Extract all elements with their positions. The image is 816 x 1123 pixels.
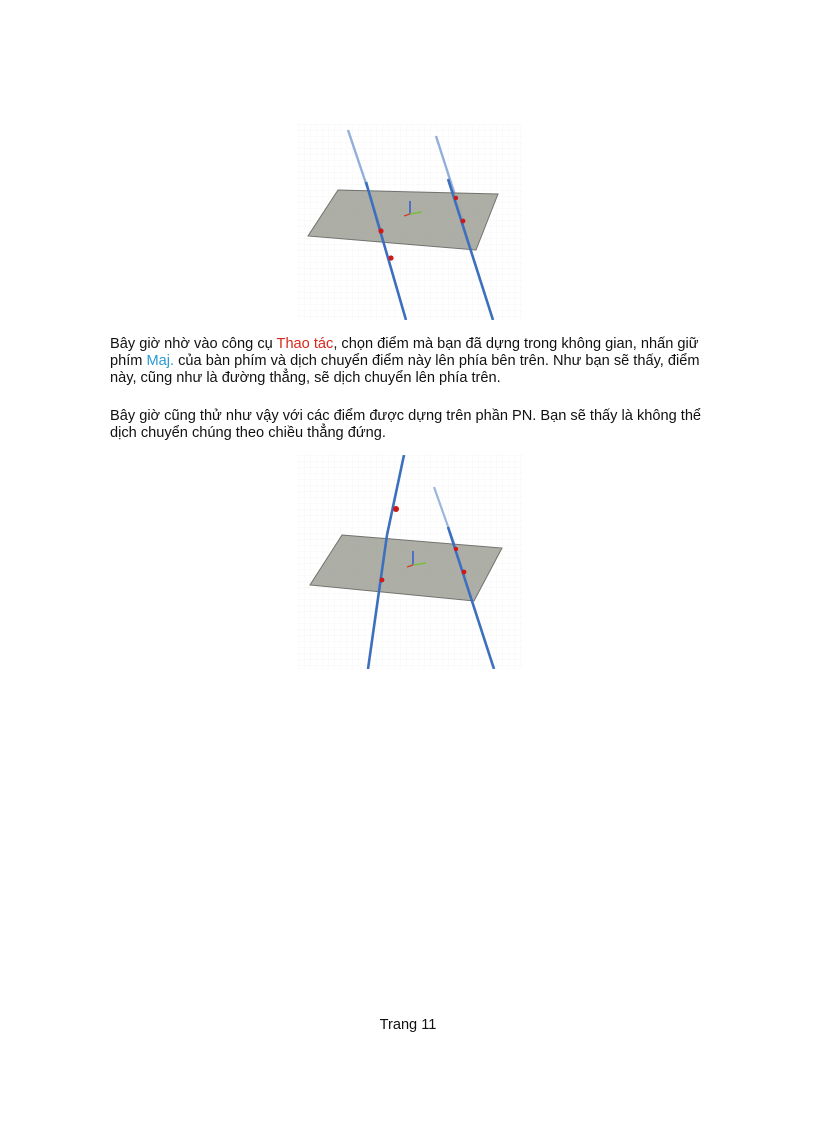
- point-on-line-2-upper: [454, 196, 458, 200]
- figure-2-canvas: [298, 455, 523, 669]
- paragraph-1-text-b: , chọn điểm mà bạn đã dựng trong không gian, nhấn giữ phím: [110, 336, 699, 369]
- key-name-highlight: Maj.: [146, 353, 175, 369]
- paragraph-2: Bây giờ cũng thử như vậy với các điểm được dựng trên phần PN. Bạn sẽ thấy là không thể dịch chuyển chúng theo chiều thẳng đứng.: [110, 408, 702, 441]
- geogebra-3d-figure-2: [298, 455, 523, 669]
- point-on-line-1-in-space: [388, 255, 393, 260]
- point-on-line-2-upper: [454, 547, 458, 551]
- paragraph-1-text-a: Bây giờ nhờ vào công cụ: [110, 336, 277, 352]
- paragraph-1: [110, 336, 730, 387]
- tool-name-highlight: Thao tác: [276, 336, 334, 352]
- point-on-line-2-in-plane: [461, 219, 466, 224]
- point-on-line-2-in-plane: [462, 570, 467, 575]
- point-on-line-1-in-space: [393, 506, 399, 512]
- paragraph-1-text-c: của bàn phím và dịch chuyển điểm này lên phía bên trên. Như bạn sẽ thấy, điểm này, cũng như là đường thẳng, sẽ dịch chuyển lên phía trên.: [110, 353, 700, 386]
- point-on-line-1-in-plane: [378, 228, 383, 233]
- geogebra-3d-figure-1: [298, 124, 523, 320]
- figure-1-canvas: [298, 124, 523, 320]
- point-on-line-1-in-plane: [380, 578, 385, 583]
- page-number: Trang 11: [379, 1017, 437, 1033]
